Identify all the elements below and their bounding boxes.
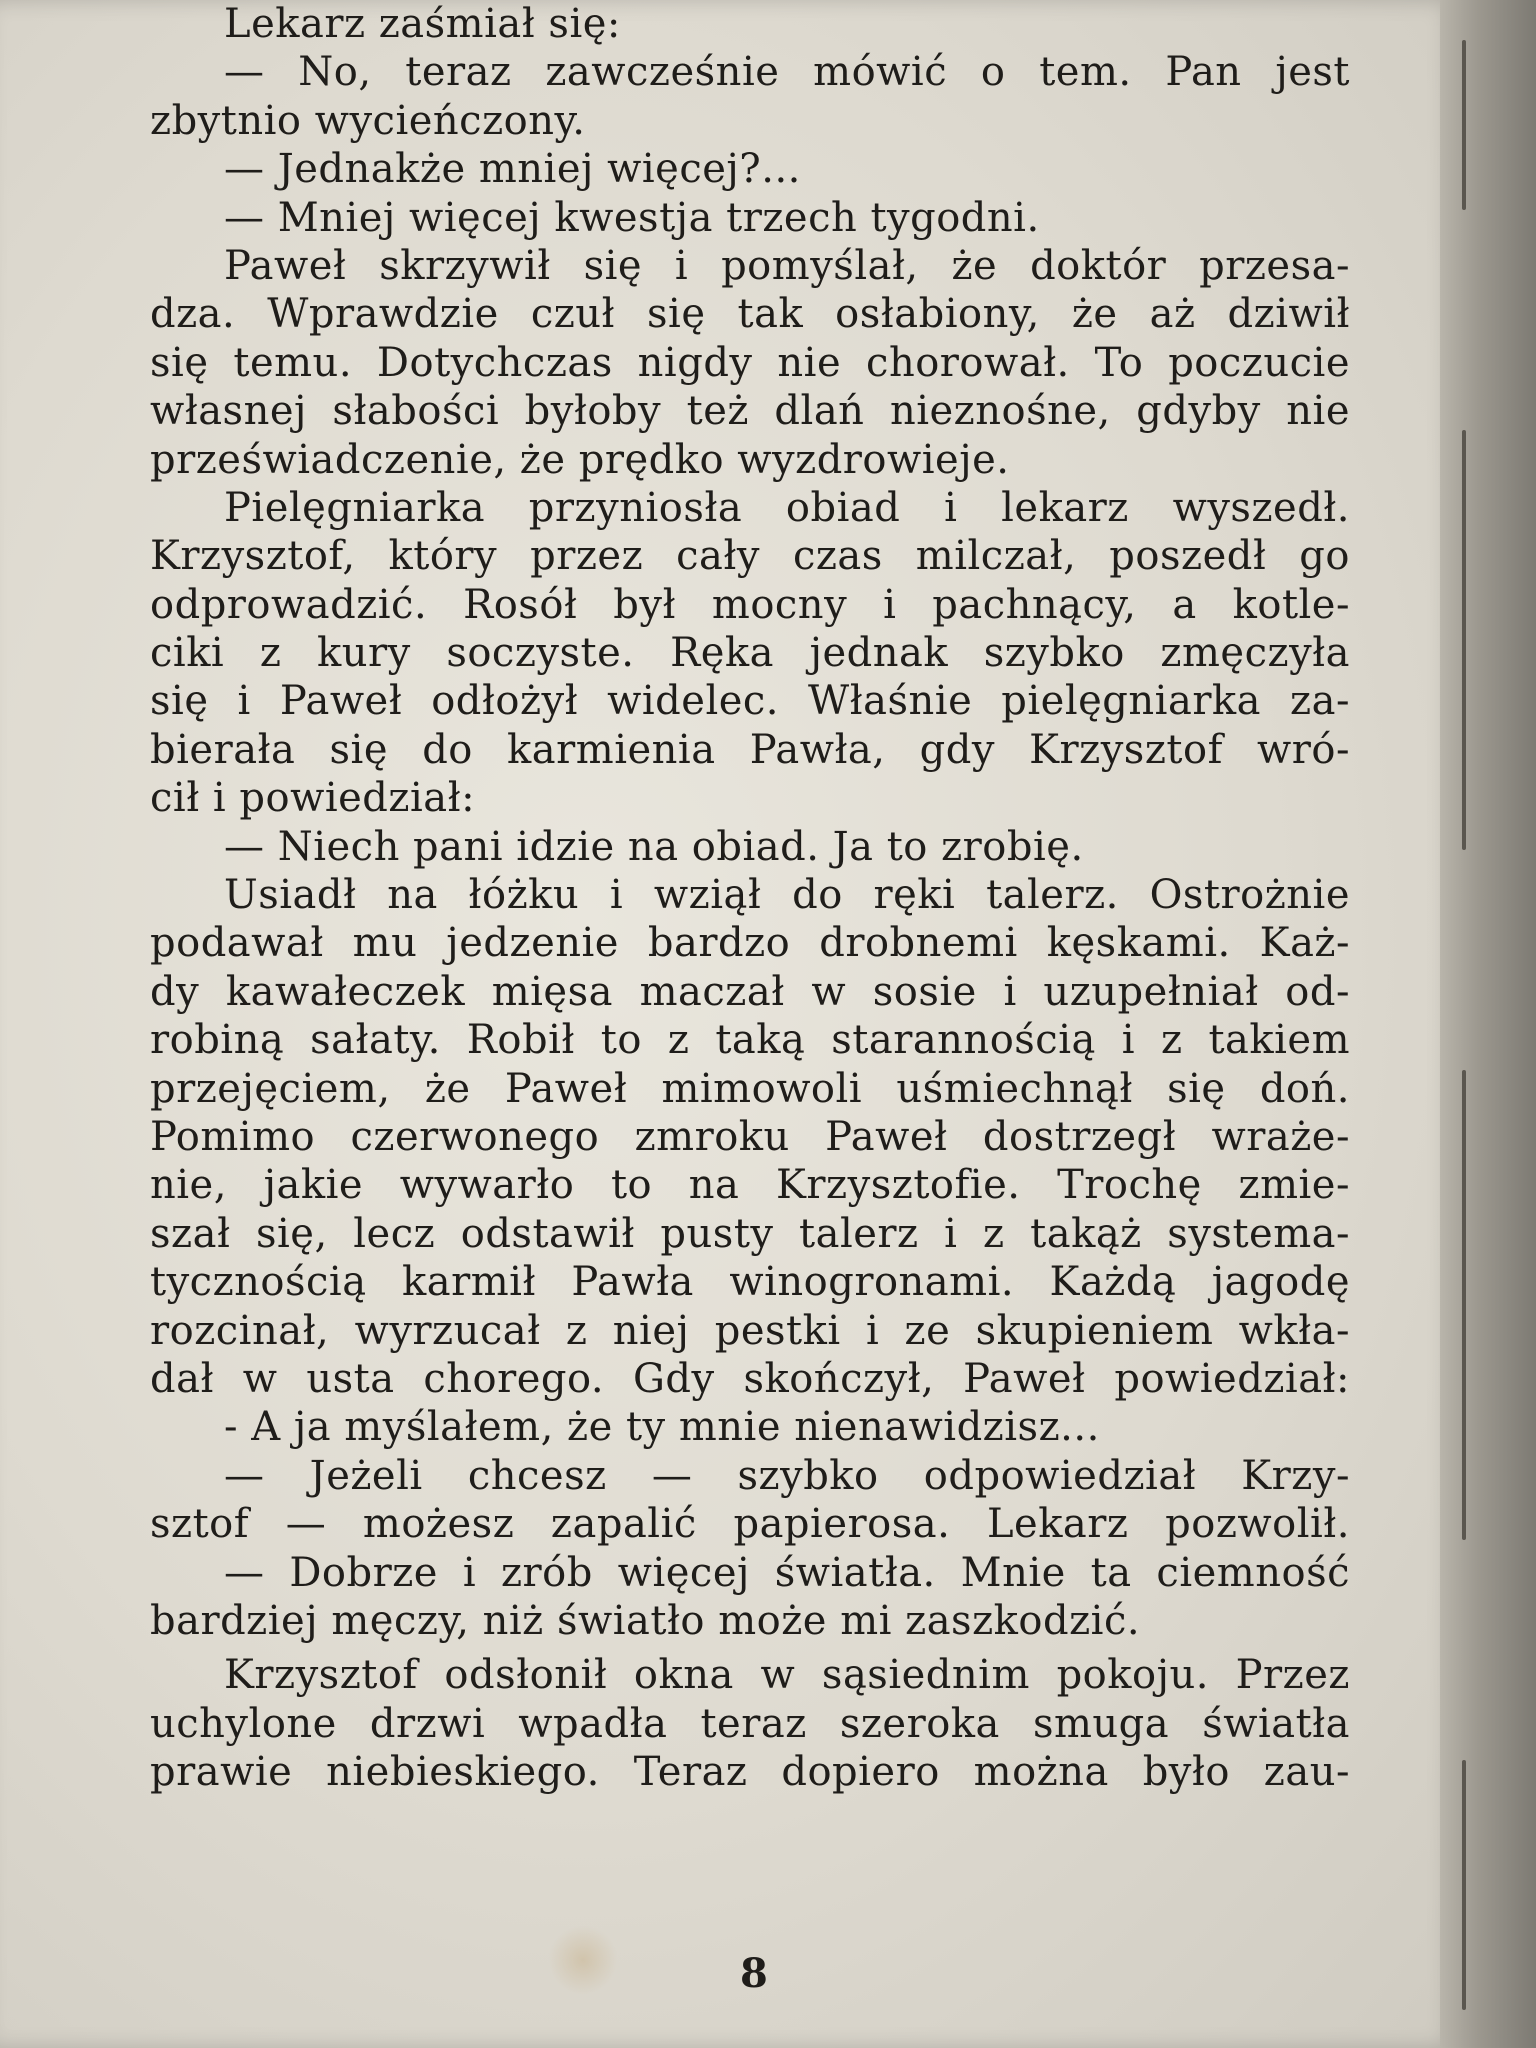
text-line: dał w usta chorego. Gdy skończył, Paweł powiedział:: [150, 1355, 1350, 1402]
page-number: 8: [740, 1950, 768, 1997]
text-line: własnej słabości byłoby też dlań nieznośne, gdyby nie: [150, 388, 1350, 435]
text-line: — Dobrze i zrób więcej światła. Mnie ta ciemność: [224, 1549, 1350, 1596]
text-line: się i Paweł odłożył widelec. Właśnie pielęgniarka za-: [150, 678, 1350, 725]
text-line: - A ja myślałem, że ty mnie nienawidzisz...: [224, 1404, 1100, 1451]
text-line: — Niech pani idzie na obiad. Ja to zrobię.: [224, 823, 1084, 870]
text-line: nie, jakie wywarło to na Krzysztofie. Trochę zmie-: [150, 1162, 1350, 1209]
text-line: ciki z kury soczyste. Ręka jednak szybko zmęczyła: [150, 630, 1350, 677]
text-line: przeświadczenie, że prędko wyzdrowieje.: [150, 436, 1010, 483]
text-line: bierała się do karmienia Pawła, gdy Krzysztof wró-: [150, 726, 1350, 773]
text-line: — Mniej więcej kwestja trzech tygodni.: [224, 194, 1040, 241]
text-line: Lekarz zaśmiał się:: [224, 1, 621, 47]
text-line: robiną sałaty. Robił to z taką starannością i z takiem: [150, 1017, 1350, 1064]
text-line: bardziej męczy, niż światło może mi zaszkodzić.: [150, 1597, 1141, 1644]
text-line: — No, teraz zawcześnie mówić o tem. Pan jest: [224, 49, 1350, 96]
binding-stitch: [1462, 40, 1466, 210]
text-line: prawie niebieskiego. Teraz dopiero można było zau-: [150, 1749, 1350, 1796]
text-line: dy kawałeczek mięsa maczał w sosie i uzupełniał od-: [150, 968, 1350, 1015]
text-line: Pomimo czerwonego zmroku Paweł dostrzegł wraże-: [150, 1113, 1350, 1160]
book-spine: [1440, 0, 1536, 2048]
text-line: dza. Wprawdzie czuł się tak osłabiony, że aż dziwił: [150, 291, 1350, 338]
binding-stitch: [1462, 430, 1466, 850]
text-line: zbytnio wycieńczony.: [150, 97, 586, 144]
text-line: przejęciem, że Paweł mimowoli uśmiechnął się doń.: [150, 1065, 1350, 1112]
binding-stitch: [1462, 1070, 1466, 1540]
paper-stain: [548, 1925, 618, 1995]
text-line: sztof — możesz zapalić papierosa. Lekarz pozwolił.: [150, 1501, 1350, 1548]
text-line: — Jeżeli chcesz — szybko odpowiedział Krzy-: [224, 1452, 1350, 1499]
text-line: Pielęgniarka przyniosła obiad i lekarz wyszedł.: [224, 484, 1350, 531]
text-line: cił i powiedział:: [150, 775, 476, 822]
text-line: Usiadł na łóżku i wziął do ręki talerz. Ostrożnie: [224, 872, 1350, 919]
text-line: uchylone drzwi wpadła teraz szeroka smuga światła: [150, 1700, 1350, 1747]
text-line: odprowadzić. Rosół był mocny i pachnący, a kotle-: [150, 581, 1350, 628]
text-line: tycznością karmił Pawła winogronami. Każdą jagodę: [150, 1259, 1350, 1306]
text-line: — Jednakże mniej więcej?...: [224, 146, 801, 193]
text-line: rozcinał, wyrzucał z niej pestki i ze skupieniem wkła-: [150, 1307, 1350, 1354]
text-line: szał się, lecz odstawił pusty talerz i z takąż systema-: [150, 1210, 1350, 1257]
binding-stitch: [1462, 1760, 1466, 2010]
text-line: Krzysztof, który przez cały czas milczał, poszedł go: [150, 533, 1350, 580]
text-line: Paweł skrzywił się i pomyślał, że doktór przesa-: [224, 242, 1350, 289]
text-line: podawał mu jedzenie bardzo drobnemi kęskami. Każ-: [150, 920, 1350, 967]
text-line: się temu. Dotychczas nigdy nie chorował. To poczucie: [150, 339, 1350, 386]
page-text: [150, 0, 1350, 1796]
text-line: Krzysztof odsłonił okna w sąsiednim pokoju. Przez: [224, 1652, 1350, 1699]
